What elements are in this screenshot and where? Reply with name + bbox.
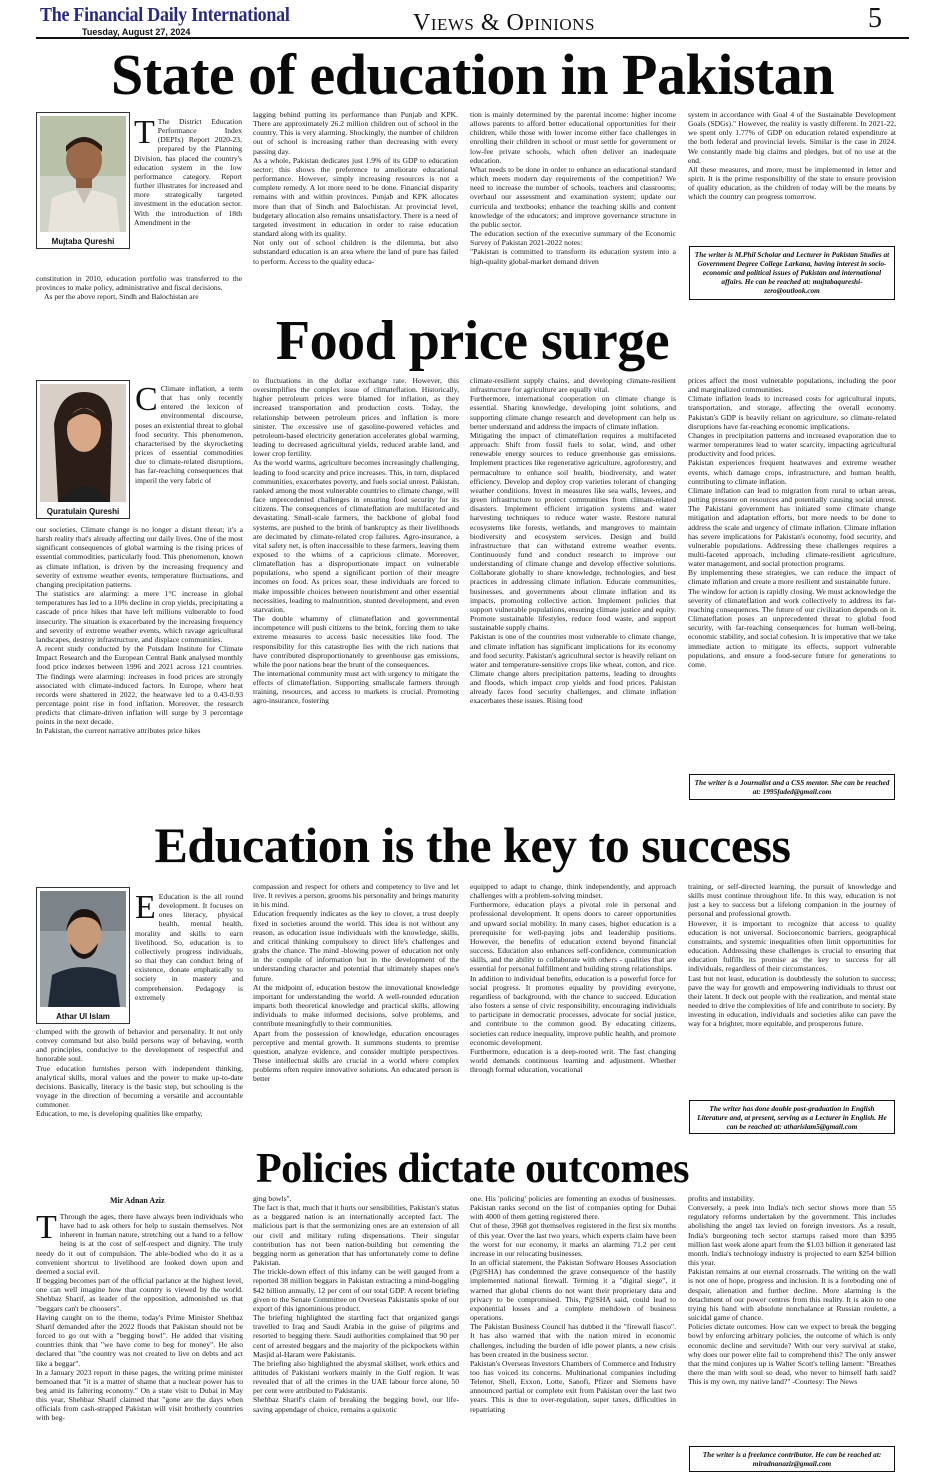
article-column: to fluctuations in the dollar exchange rate. However, this oversimplifies the complex issue of climateflation. Historically, higher petroleum prices were blamed for inflation, as they increased transportation and production costs. Today, the relationship between petroleum prices and inflation is more sinister. The excessive use of gasoline-powered vehicles and petroleum-based electricity generation accelerates global warming, leading to decreased agricultural yields, reduced arable land, and lower crop fertility. As the world warms, agriculture becomes increasingly challenging, leading to food scarcity and price increases. This, in turn, displaced communities, exacerbates poverty, and fuels social unrest. Pakistan, ranked among the most vulnerable countries to climate change, will face unprecedented challenges in ensuring food security for its citizens. The consequences of climateflation are multifaceted and devastating. Small-scale farmers, the backbone of global food systems, are pushed to the brink of bankruptcy as their livelihoods are decimated by climate-related crop failures. Agro-insurance, a vital safety net, is often inaccessible to these farmers, leaving them exposed to the whims of a capricious climate. Moreover, climateflation has a disproportionate impact on vulnerable populations, who spend a significant portion of their meagre incomes on food. As prices soar, these individuals are forced to make impossible choices between nourishment and other essential necessities, leading to malnutrition, stunted development, and even starvation. The double whammy of climateflation and governmental incompetence will push citizens to the brink, forcing them to take extreme measures to access basic necessities like food. The responsibility for this catastrophe lies with the rich nations that have contributed disproportionately to greenhouse gas emissions, while the poor nations bear the brunt of the consequences. The international community must act with urgency to mitigate the effects of climateflation. Supporting smallscale farmers through training, resources, and access to markets is crucial. Promoting agro-insurance, fostering bbox=[253, 376, 459, 706]
newspaper-title: The Financial Daily International bbox=[40, 4, 290, 26]
article-column: profits and instability. Conversely, a peek into India's tech sector shows more than 55 regulatory reforms undertaken by the government. This includes abolishing the angel tax levied on foreign investors. As a result, India's burgeoning tech sector startups raised more than $395 million last week alone apart from the $1.03 billion it generated last month. India's technology industry is projected to earn $254 billion this year. Pakistan remains at our eternal crossroads. The writing on the wall is not one of hope, progress and inclusion. It is a foreboding one of despair, alienation and further decline. More alarming is the detachment of our power centres from this reality. It is akin to one trying his hand with absolute nonchalance at Russian roulette, a suicidal game of chance. Policies dictate outcomes. How can we expect to break the begging bowl by enforcing arbitrary policies, the outcome of which is only economic decline and servitude? With our very survival at stake, why does our power elite fail to comprehend this? The only answer that the mind conjures up is Walter Scott's telling lament: "Breathes there the man with soul so dead, who never to himself hath said? This is my own, my native land?" -Courtesy: The News bbox=[688, 1194, 896, 1387]
author-bio-box: The writer is a freelance contributor. He can be reached at: miradnanaziz@gmail.com bbox=[689, 1446, 895, 1472]
column-text: The District Education Performance Index (DEPIx) Report 2020-23, prepared by the Planning Division, has placed the country's education system in the low performance category. Report further illustrates for increased and more strategically targeted investment in the education sector. With the introduction of 18th Amendment in the bbox=[134, 117, 242, 227]
article-column bbox=[36, 274, 242, 304]
author-name: Mujtaba Qureshi bbox=[51, 237, 115, 246]
article-column bbox=[135, 892, 243, 1026]
author-bio-box: The writer is a Journalist and a CSS mentor. She can be reached at: 1995faded@gmail.com bbox=[689, 774, 895, 800]
column-text: Climate inflation, a term that has only recently entered the lexicon of environmental discourse, poses an existential threat to global food security. This phenomenon, characterised by the skyrocketing prices of essential commodities due to climate-related disruptions, has far-reaching consequences that imperil the very fabric of bbox=[135, 384, 243, 485]
section-title: Views & Opinions bbox=[413, 10, 595, 36]
column-text: Through the ages, there have always been individuals who have had to ask others for help to sustain themselves. Not inherent in human nature, stretching out a hand to a fellow being is at the cost of self-respect and dignity. The truly needy do it out of compulsion. The able-bodied who do it as a convenient shortcut to livelihood are looked down upon and deemed a social evil. If begging becomes part of the official parlance at the highest level, one can well imagine how that country is viewed by the world. Shehbaz Sharif, as leader of the opposition, admonished us that "beggars can't be choosers". Having caught on to the theme, today's Prime Minister Shehbaz Sharif demanded after the 2022 floods that Pakistan should not be forced to go out with a "begging bowl". He added that visiting countries think that "we have come to beg for money". He also declared that "the country was not created to live on debts and act like a beggar". In a January 2023 report in these pages, the writing prime minister bemoaned that "it is a matter of shame that a nuclear power has to beg amid its faltering economy." On a state visit to Dubai in May this year, Shehbaz Sharif claimed that "gone are the days when officials from cash-strapped Pakistan will visit brotherly countries with beg- bbox=[36, 1212, 243, 1423]
drop-cap: E bbox=[135, 892, 156, 926]
author-photo bbox=[36, 112, 130, 249]
article-column: our societies. Climate change is no longer a distant threat; it's a harsh reality that's already affecting our daily lives. One of the most significant consequences of global warming is the rising prices of essential commodities, particularly food. This phenomenon, known as climate inflation, is driven by the increasing frequency and severity of extreme weather events, temperature fluctuations, and changing precipitation patterns. The statistics are alarming: a mere 1°C increase in global temperatures has led to a 10% decline in crop yields, precipitating a cascade of price hikes that have left millions vulnerable to food insecurity. The situation is exacerbated by the increasing frequency and severity of extreme weather events, which ravage agricultural landscapes, destroy infrastructure, and displace communities. A recent study conducted by the Potsdam Institute for Climate Impact Research and the European Central Bank analysed monthly food price indexes between 1996 and 2021 across 121 countries. The findings were alarming: increases in food prices are strongly associated with climate-induced factors. In Europe, where heat records were shattered in 2022, the heatwave led to a 0.43-0.93 percentage point rise in food inflation. Moreover, the research predicts that climate-driven inflation will surge by 3 percentage points in the next decade. In Pakistan, the current narrative attributes price hikes bbox=[36, 525, 243, 736]
column-text: As per the above report, Sindh and Balochistan are bbox=[44, 292, 199, 302]
author-portrait bbox=[40, 891, 126, 1007]
article-column bbox=[135, 384, 243, 525]
drop-cap: T bbox=[36, 1212, 57, 1246]
author-photo bbox=[36, 380, 130, 519]
column-text: constitution in 2010, education portfolio was transferred to the provinces to make policy, administrative and fiscal decisions. bbox=[36, 274, 242, 293]
drop-cap: C bbox=[135, 384, 158, 418]
article-column: prices affect the most vulnerable populations, including the poor and marginalized communities. Climate inflation leads to increased costs for agricultural inputs, transportation, and storage, affecting the overall economy. Pakistan's GDP is heavily reliant on agriculture, so climate-related disruptions have far-reaching economic implications. Changes in precipitation patterns and increased evaporation due to warmer temperatures lead to water scarcity, impacting agricultural productivity and food prices. Pakistan experiences frequent heatwaves and extreme weather events, which damage crops, infrastructure, and human health, contributing to climate inflation. Climate inflation can lead to migration from rural to urban areas, putting pressure on resources and potentially causing social unrest. The Pakistani government has initiated some climate change mitigation and adaptation efforts, but more needs to be done to address the scale and urgency of climate inflation. Climate inflation has severe implications for Pakistan's economy, food security, and vulnerable populations. Addressing these challenges requires a multi-faceted approach, including climate-resilient agriculture, water management, and social protection programs. By implementing these strategies, we can reduce the impact of climate inflation and create a more resilient and sustainable future. The window for action is rapidly closing. We must acknowledge the severity of climateflation and work collectively to address its far-reaching consequences. The future of our civilization depends on it. Climateflation poses an unprecedented threat to global food security, with far-reaching consequences for human well-being, economic stability, and social cohesion. It is imperative that we take immediate action to mitigate its effects, support vulnerable populations, and ensure a food-secure future for generations to come. bbox=[688, 376, 896, 669]
article-column: equipped to adapt to change, think independently, and approach challenges with a problem-solving mindset. Furthermore, education plays a pivotal role in personal and professional development. It opens doors to career opportunities and upward social mobility. In many cases, higher education is a prerequisite for well-paying jobs and leadership positions. However, the benefits of education extend beyond financial success. Education also enhances self-confidence, communication skills, and the ability to collaborate with others - qualities that are essential for personal fulfillment and building strong relationships. In addition to individual benefits, education is a powerful force for social progress. It promotes equality by providing everyone, regardless of background, with the chance to succeed. Education also fosters a sense of civic responsibility, encouraging individuals to participate in democratic processes, advocate for social justice, and contribute to the common good. By educating citizens, societies can reduce inequality, improve public health, and promote economic development. Furthermore, education is a deep-rooted writ. The fast changing world demands continuous learning and adjustment. Whether through formal education, vocational bbox=[470, 882, 676, 1075]
article-column: compassion and respect for others and competency to live and let live. It revives a person, grooms his personality and brings maturity in his mind. Education frequently indicates as the key to clover, a trust deeply fixed in societies around the world. This idea is not without any reason, as education issue individuals with the knowledge, skills, and critical thinking compulsory to direct life's challenges and grabs the chance. The mind -blowing power of education not only in the compile of information but in the development of the understanding character and potential that ultimately shapes one's future. At the midpoint of, education bestow the innovational knowledge important for understanding the world. A well-rounded education imparts both theoretical knowledge and practical skills, allowing individuals to make informed decisions, solve problems, and contribute meaningfully to their communities. Apart from the possession of knowledge, education encourages perceptive and mental growth. It summons students to premise question, analyze evidence, and consider multiple perspectives. These intellectual skills are crucial in a world where complex problems often require innovative solutions. An educated person is better bbox=[253, 882, 459, 1084]
page-number: 5 bbox=[868, 3, 882, 34]
article-headline: Education is the key to success bbox=[154, 817, 791, 873]
article-column: lagging behind putting its performance than Punjab and KPK. There are approximately 26.2 million children out of school in the country. This is very alarming. Shockingly, the number of children out of school is increasing rather than decreasing with every passing day. As a whole, Pakistan dedicates just 1.9% of its GDP to education sector; this shows the preference to ameliorate educational performance. However, simply increasing resources is not a complete remedy. A lot more need to be done. Financial disparity remains with and within provinces. Punjab and KPK allocates more than that of Sindh and Balochistan. At provincial level, budgetary allocation also remains unsatisfactory. There is a need of targeted investment in education in order to raise education standard along with its quality. Not only out of school children is the dilemma, but also substandard education is an area where the land of pure has failed to perform. Access to the quality educa- bbox=[253, 110, 458, 266]
column-text: Education is the all round development. It focuses on ones literacy, physical health, mental health, morality and skills to earn livelihood. So, education is to collectively progress individuals, so that they can conduct bring of existence, donate emphatically to society in mastery and comprehension. Pedagogy is extremely bbox=[135, 892, 243, 1002]
author-byline: Mir Adnan Aziz bbox=[110, 1196, 165, 1205]
article-column bbox=[134, 117, 242, 274]
article-headline: State of education in Pakistan bbox=[111, 42, 834, 107]
article-column: one. His 'policing' policies are fomenting an exodus of businesses. Pakistan ranks second on the list of companies opting for Dubai with 4000 of them getting registered there. Out of these, 3968 got themselves registered in the first six months of this year. Over the last two years, which experts claim have been the worst for our economy, it marks an alarming 71.2 per cent increase in our relocating businesses. In an official statement, the Pakistan Software Houses Association (P@SHA) has condemned the grave consequence of the hastily implemented national firewall. Terming it a "digital siege", it warned that global clients do not want their proprietary data and privacy to be compromised. This, P@SHA said, could lead to exponential losses and a complete meltdown of business operations. The Pakistan Business Council has dubbed it the "firewall fiasco". It has also warned that with the nation mired in economic challenges, including the burden of idle power plants, a new crisis has been created in the business sector. Pakistan's Overseas Investors Chambers of Commerce and Industry too has voiced its concerns. Multinational companies including Telenor, Shell, Exxon, Lotte, Sanofi, Pfizer and Siemens have announced partial or complete exit from Pakistan over the last two years. This is due to over-regulation, super taxes, difficulties in repatriating bbox=[470, 1194, 676, 1414]
article-headline: Food price surge bbox=[275, 310, 670, 372]
issue-date: Tuesday, August 27, 2024 bbox=[82, 27, 191, 37]
masthead bbox=[0, 0, 945, 44]
author-bio-box: The writer is M.Phil Scholar and Lecturer in Pakistan Studies at Government Degree College Larkana, having interest in socio-economic and political issues of Pakistan and international affairs. He can be reached at: mujtabaqureshi-zero@outlook.com bbox=[689, 246, 895, 300]
author-portrait bbox=[40, 384, 126, 502]
article-column: clumped with the growth of behavior and personality. It not only convey command but also build persons way of behaving, worth and principles, conducive to the development of respectful and honorable soul. True education furnishes person with independent thinking, analytical skills, moral values and the power to make up-to-date decisions. Basically, literacy is the basic step, but schooling is the voyage in the direction of becoming a versatile and accountable commoner. Education, to me, is developing qualities like empathy, bbox=[36, 1027, 243, 1119]
article-column bbox=[36, 1212, 243, 1472]
drop-cap: T bbox=[134, 117, 155, 151]
article-column: tion is mainly determined by the parental income: higher income allows parents to afford better educational opportunities for their children, while those with lower income either face challenges in enrolling their children in school or must settle for government or low-fee private schools, which often deliver an inadequate education. What needs to be done in order to enhance an educational standard which meets modern day requirements of the competition? We need to increase the number of schools, teachers and classrooms; overhaul our assessment and examination system; update our curricula and textbooks; enhance the teaching skills and content knowledge of the educators; and improve governance structure in the public sector. The education section of the executive summary of the Economic Survey of Pakistan 2021-2022 notes: "Pakistan is committed to transform its education system into a high-quality global-market demand driven bbox=[470, 110, 676, 266]
article-column: ging bowls". The fact is that, much that it hurts our sensibilities, Pakistan's status as a beggared nation is an internationally accepted fact. The malicious part is that the sermonizing ones are an extension of all our civil and military ruling dispensations. Their singular contribution has not been nation-building but cementing the begging norm as generation that has unfortunately come to define Pakistan. The trickle-down effect of this infamy can be well gauged from a reported 38 million beggars in Pakistan extracting a mind-boggling $42 billion annually, 12 per cent of our total GDP. A recent briefing given to the Senate Committee on Overseas Pakistanis spoke of our export of this ignominious product. The briefing highlighted the startling fact that organized gangs travelled to Iraq and Saudi Arabia in the guise of pilgrims and resorted to begging there. Saudi authorities complained that 90 per cent of arrested beggars and the majority of the pickpockets within Masjid al-Haram were Pakistanis. The briefing also highlighted the abysmal skillset, work ethics and attitudes of Pakistani workers mainly in the Gulf region. It was revealed that of all the crimes in the UAE labour force alone, 50 per cent were attributed to Pakistanis. Shehbaz Sharif's claim of breaking the begging bowl, our life-saving appendage of choice, remains a quixotic bbox=[253, 1194, 459, 1414]
author-bio-box: The writer has done double post-graduation in English Literature and, at present, serving as a Lecturer in English. He can be reached at: atharislam5@gmail.com bbox=[689, 1100, 895, 1134]
article-column: climate-resilient supply chains, and developing climate-resilient infrastructure for agriculture are equally vital. Furthermore, international cooperation on climate change is essential. Sharing knowledge, developing joint solutions, and supporting climate change research and development can help us better understand and address the impacts of climate inflation. Mitigating the impact of climateflation requires a multifaceted approach: Shift from fossil fuels to solar, wind, and other renewable energy sources to reduce greenhouse gas emissions. Implement practices like regenerative agriculture, agroforestry, and permaculture to enhance soil health, biodiversity, and water efficiency. Develop and deploy crop varieties tolerant of changing weather conditions. Invest in measures like sea walls, levees, and green infrastructure to protect communities from climate-related disasters. Implement efficient irrigation systems and water harvesting techniques to reduce water waste. Restore natural ecosystems like forests, wetlands, and mangroves to maintain biodiversity and ecosystem services. Design and build infrastructure that can withstand extreme weather events. Continuously fund and conduct research to improve our understanding of climate change and develop effective solutions. Collaborate globally to share knowledge, technologies, and best practices in addressing climate inflation. Educate communities, businesses, and governments about climate inflation and its impacts, promoting collective action. Implement policies that support vulnerable populations, ensuring climate justice and equity. Promote sustainable lifestyles, reduce food waste, and support sustainable supply chains. Pakistan is one of the countries most vulnerable to climate change, and climate inflation has significant implications for its economy and food security. Pakistan's agricultural sector is heavily reliant on water and temperature-sensitive crops like wheat, cotton, and rice. Climate change alters precipitation patterns, leading to droughts and floods, which impact crop yields and food prices. Pakistan already faces food security challenges, and climate inflation exacerbates these issues. Rising food bbox=[470, 376, 676, 706]
article-headline: Policies dictate outcomes bbox=[255, 1146, 690, 1192]
author-name: Quratulain Qureshi bbox=[46, 507, 120, 516]
masthead-rule bbox=[36, 37, 909, 39]
author-photo bbox=[36, 887, 130, 1024]
article-column: training, or self-directed learning, the pursuit of knowledge and skills must continue throughout life. In this way, education is not just a key to success but a lifelong companion in the journey of personal and professional growth. However, it is important to recognize that access to quality education is not universal. Socioeconomic barriers, geographical constraints, and systemic inequalities often limit opportunities for education. Addressing these challenges is crucial to ensuring that education fulfills its promise as the key to success for all individuals, regardless of their circumstances. Last but not least, education is doubtlessly the solution to success; pave the way for growth and empowering individuals to thrust out their latent. It deck out people with the realization, and mental state needed to drive the complexities of life and contribute to society. By investing in education, individuals and societies alike can pave the way for a brighter, more equitable, and prosperous future. bbox=[688, 882, 896, 1029]
author-name: Athar Ul Islam bbox=[56, 1012, 110, 1021]
article-column: system in accordance with Goal 4 of the Sustainable Development Goals (SDGs)." However, the reality is vastly different. In 2021-22, we spent only 1.77% of GDP on education related expenditure at the both federal and provincial levels. Similar is the case in 2024. We constantly made big claims and pledges, but of no use at the end. All these measures, and more, must be implemented in letter and spirit. It is the prime responsibility of the state to ensure provision of quality education, as the children of today will be the means by which the country can progress tomorrow. bbox=[688, 110, 896, 202]
author-portrait bbox=[40, 116, 126, 232]
